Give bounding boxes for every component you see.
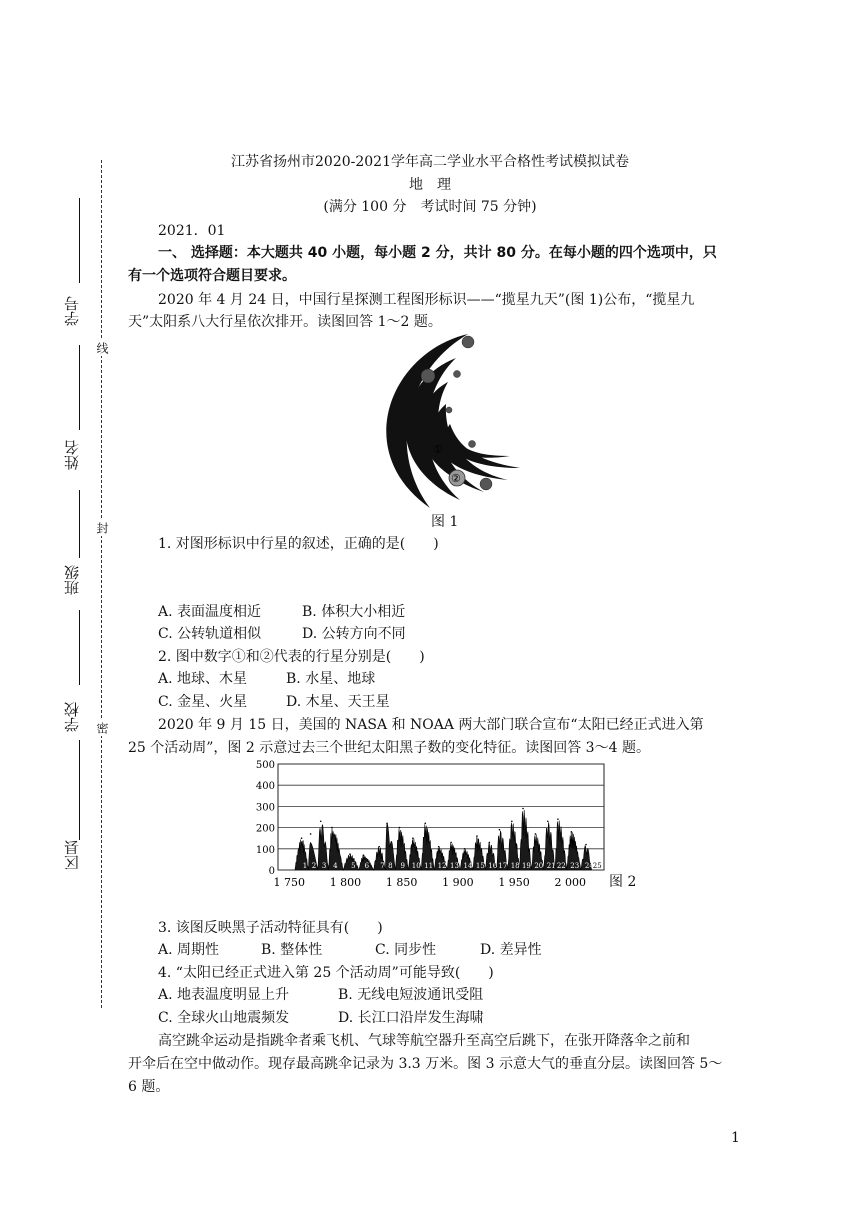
- cycle-peak-point: [476, 835, 478, 837]
- fill-line-school: [79, 610, 80, 685]
- cycle-number-label: 7: [380, 861, 385, 870]
- passage3-line3: 6 题。: [128, 1079, 170, 1095]
- cycle-peak-point: [412, 837, 414, 839]
- cycle-number-label: 25: [592, 861, 602, 870]
- fill-line-student-id: [79, 198, 80, 283]
- q2-stem: 2. 图中数字①和②代表的行星分别是( ): [158, 649, 425, 665]
- q4-stem: 4. “太阳已经正式进入第 25 个活动周”可能导致( ): [158, 965, 494, 981]
- sunspot-chart: [240, 756, 660, 892]
- fill-line-district: [79, 740, 80, 840]
- label-school: 学校: [63, 702, 81, 732]
- q4-option-c: C. 全球火山地震频发: [158, 1010, 290, 1026]
- cycle-peak-point: [557, 818, 559, 820]
- q4-option-d: D. 长江口沿岸发生海啸: [338, 1010, 484, 1026]
- cycle-number-label: 2: [311, 861, 317, 870]
- page-number: 1: [731, 1130, 740, 1146]
- cycle-number-label: 9: [400, 861, 406, 870]
- cycle-peak-point: [450, 842, 452, 844]
- planet-dot-4: [446, 407, 452, 413]
- planet-dot-6: [480, 478, 492, 490]
- seal-secret: 密: [95, 722, 109, 734]
- planet-dot-3: [454, 371, 461, 378]
- section-heading-line1: 一、 选择题：本大题共 40 小题，每小题 2 分，共计 80 分。在每小题的四个选项中，只: [158, 245, 717, 261]
- passage3-line2: 开伞后在空中做动作。现存最高跳伞记录为 3.3 万米。图 3 示意大气的垂直分层。读图回答 5～: [128, 1056, 723, 1072]
- figure1-caption: 图 1: [431, 514, 459, 530]
- cycle-peak-point: [571, 831, 573, 833]
- label-name: 姓名: [63, 440, 81, 470]
- x-tick-label: 2 000: [554, 876, 587, 889]
- q4-option-a: A. 地表温度明显上升: [158, 987, 290, 1003]
- cycle-number-label: 8: [388, 861, 393, 870]
- x-tick-label: 1 850: [385, 876, 418, 889]
- q3-option-d: D. 差异性: [480, 942, 542, 958]
- q1-option-c: C. 公转轨道相似: [158, 626, 262, 642]
- cycle-number-label: 19: [521, 861, 531, 870]
- passage1-line2: 天”太阳系八大行星依次排开。读图回答 1～2 题。: [128, 314, 442, 330]
- cycle-number-label: 20: [534, 861, 544, 870]
- y-tick-label: 500: [255, 760, 275, 771]
- cycle-number-label: 14: [463, 861, 473, 870]
- cycle-number-label: 3: [321, 861, 327, 870]
- cycle-number-label: 23: [570, 861, 580, 870]
- cycle-number-label: 16: [488, 861, 498, 870]
- planet-dot-5: [469, 441, 476, 448]
- exam-date: 2021．01: [158, 223, 226, 239]
- exam-info: (满分 100 分 考试时间 75 分钟): [323, 199, 537, 215]
- cycle-peak-point: [489, 842, 491, 844]
- y-tick-label: 400: [255, 781, 275, 793]
- y-tick-label: 0: [268, 866, 275, 877]
- cycle-peak-point: [331, 827, 333, 829]
- cycle-peak-point: [386, 823, 388, 825]
- label-class: 班级: [63, 565, 81, 595]
- cycle-peak-point: [320, 820, 322, 822]
- seal-seal: 封: [95, 522, 109, 534]
- cycle-number-label: 11: [424, 861, 434, 870]
- q4-option-b: B. 无线电短波通讯受阻: [338, 987, 484, 1003]
- figure1-marker-2: ②: [451, 472, 461, 485]
- q2-option-c: C. 金星、火星: [158, 694, 248, 710]
- cycle-number-label: 12: [437, 861, 447, 870]
- cycle-number-label: 15: [475, 861, 485, 870]
- y-tick-label: 300: [255, 802, 275, 814]
- cycle-peak-point: [522, 808, 524, 810]
- chart-x-ticks: [273, 876, 586, 889]
- cycle-peak-point: [438, 846, 440, 848]
- binding-dashed-line: [101, 160, 102, 1008]
- seal-line: 线: [95, 342, 109, 354]
- chart-y-ticks: [256, 760, 275, 877]
- cycle-peak-point: [399, 827, 401, 829]
- cycle-peak-point: [349, 853, 351, 855]
- cycle-peak-point: [585, 844, 587, 846]
- x-tick-label: 1 750: [273, 876, 305, 889]
- x-tick-label: 1 900: [442, 876, 474, 889]
- cycle-peak-point: [511, 820, 513, 822]
- figure1-marker-1: ①: [433, 443, 443, 456]
- cycle-number-label: 13: [450, 861, 459, 870]
- fill-line-class: [79, 490, 80, 558]
- y-tick-label: 200: [255, 823, 275, 835]
- cycle-number-label: 4: [333, 861, 338, 870]
- label-district: 区县: [63, 840, 81, 870]
- q2-option-a: A. 地球、木星: [158, 671, 248, 687]
- cycle-peak-point: [464, 848, 466, 850]
- cycle-peak-point: [499, 829, 501, 831]
- q2-option-b: B. 水星、地球: [286, 671, 376, 687]
- q3-option-c: C. 同步性: [375, 942, 437, 958]
- label-student-id: 学号: [63, 296, 81, 326]
- cycle-number-label: 5: [351, 861, 356, 870]
- exam-title: 江苏省扬州市2020-2021学年高二学业水平合格性考试模拟试卷: [231, 154, 629, 170]
- fill-line-name: [79, 345, 80, 430]
- cycle-number-label: 21: [546, 861, 556, 870]
- q1-option-b: B. 体积大小相近: [302, 604, 406, 620]
- cycle-number-label: 24: [584, 861, 594, 870]
- q1-stem: 1. 对图形标识中行星的叙述，正确的是( ): [158, 536, 439, 552]
- exam-subject: 地 理: [409, 177, 451, 193]
- cycle-peak-point: [363, 854, 365, 856]
- cycle-number-label: 18: [510, 861, 520, 870]
- passage2-line1: 2020 年 9 月 15 日，美国的 NASA 和 NOAA 两大部门联合宣布“太阳已经正式进入第: [158, 717, 704, 733]
- cycle-number-label: 22: [556, 861, 566, 870]
- passage2-line2: 25 个活动周”，图 2 示意过去三个世纪太阳黑子数的变化特征。读图回答 3～4 题。: [128, 740, 650, 756]
- chart-series: [295, 808, 592, 870]
- cycle-peak-point: [301, 837, 303, 839]
- figure2-caption: 图 2: [609, 874, 637, 890]
- q1-option-a: A. 表面温度相近: [158, 604, 262, 620]
- y-tick-label: 100: [255, 844, 275, 856]
- cycle-peak-point: [378, 846, 380, 848]
- x-tick-label: 1 950: [498, 876, 530, 889]
- q3-stem: 3. 该图反映黑子活动特征具有( ): [158, 920, 383, 936]
- cycle-peak-point: [535, 833, 537, 835]
- passage3-line1: 高空跳伞运动是指跳伞者乘飞机、气球等航空器升至高空后跳下，在张开降落伞之前和: [158, 1033, 690, 1049]
- planet-dot-1: [462, 336, 474, 348]
- planet-dot-2: [421, 369, 435, 383]
- cycle-peak-point: [310, 833, 312, 835]
- cycle-peak-point: [424, 823, 426, 825]
- q2-option-d: D. 木星、天王星: [286, 694, 390, 710]
- q3-option-a: A. 周期性: [158, 942, 220, 958]
- figure1-logo: [360, 332, 530, 514]
- cycle-peak-point: [547, 820, 549, 822]
- cycle-number-label: 6: [364, 861, 370, 870]
- q3-option-b: B. 整体性: [261, 942, 323, 958]
- cycle-number-label: 17: [498, 861, 508, 870]
- section-heading-line2: 有一个选项符合题目要求。: [128, 268, 296, 284]
- q1-option-d: D. 公转方向不同: [302, 626, 406, 642]
- passage1-line1: 2020 年 4 月 24 日，中国行星探测工程图形标识——“揽星九天”(图 1)公布，“揽星九: [158, 292, 695, 308]
- x-tick-label: 1 800: [329, 876, 362, 889]
- cycle-number-label: 1: [302, 861, 308, 870]
- cycle-number-label: 10: [411, 861, 421, 870]
